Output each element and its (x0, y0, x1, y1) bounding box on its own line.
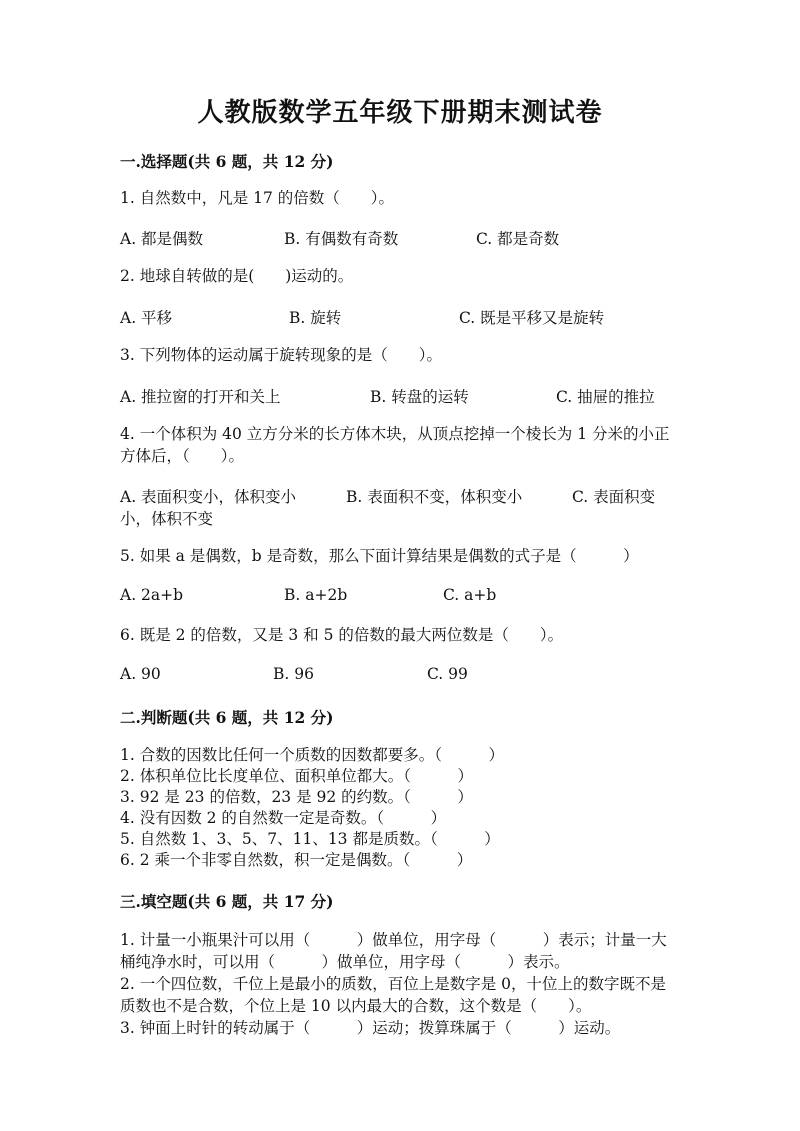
section-heading-judgement: 二.判断题(共 6 题，共 12 分) (120, 708, 334, 727)
option-a: A. 都是偶数 (120, 230, 204, 248)
option-a: A. 2a+b (120, 586, 184, 604)
option-b: B. 有偶数有奇数 (284, 230, 399, 248)
page-title: 人教版数学五年级下册期末测试卷 (197, 98, 603, 128)
list-item: 2. 体积单位比长度单位、面积单位都大。（ ） (120, 767, 473, 785)
question-text: 3. 下列物体的运动属于旋转现象的是（ ）。 (120, 346, 442, 364)
section-heading-fill: 三.填空题(共 6 题，共 17 分) (120, 892, 334, 911)
option-b: B. 旋转 (289, 309, 342, 327)
option-c: C. 抽屉的推拉 (556, 388, 655, 406)
option-b: B. 表面积不变，体积变小 (346, 488, 523, 506)
option-c-continued: 小，体积不变 (120, 510, 214, 528)
list-item: 1. 计量一小瓶果汁可以用（ ）做单位，用字母（ ）表示；计量一大桶纯净水时，可以用（ ）做单位，用字母（ ）表示。 (120, 931, 667, 971)
section-heading-choice: 一.选择题(共 6 题，共 12 分) (120, 152, 334, 171)
list-item: 2. 一个四位数，千位上是最小的质数，百位上是数字是 0，十位上的数字既不是质数也不是合数，个位上是 10 以内最大的合数，这个数是（ ）。 (120, 975, 667, 1015)
option-b: B. 转盘的运转 (370, 388, 469, 406)
option-c: C. 既是平移又是旋转 (459, 309, 605, 327)
question-text: 1. 自然数中，凡是 17 的倍数（ ）。 (120, 189, 395, 207)
option-c: C. 表面积变 (572, 488, 656, 506)
option-a: A. 平移 (120, 309, 173, 327)
question-text: 6. 既是 2 的倍数，又是 3 和 5 的倍数的最大两位数是（ ）。 (120, 626, 564, 644)
option-a: A. 表面积变小，体积变小 (120, 488, 297, 506)
option-c: C. 99 (427, 665, 468, 683)
list-item: 5. 自然数 1、3、5、7、11、13 都是质数。（ ） (120, 830, 500, 848)
option-b: B. 96 (273, 665, 314, 683)
option-c: C. a+b (443, 586, 497, 604)
list-item: 1. 合数的因数比任何一个质数的因数都要多。（ ） (120, 746, 504, 764)
list-item: 3. 钟面上时针的转动属于（ ）运动；拨算珠属于（ ）运动。 (120, 1019, 621, 1037)
question-text: 4. 一个体积为 40 立方分米的长方体木块，从顶点挖掉一个棱长为 1 分米的小正方体后，（ ）。 (120, 425, 670, 465)
question-text: 2. 地球自转做的是( )运动的。 (120, 267, 354, 285)
option-b: B. a+2b (284, 586, 348, 604)
list-item: 6. 2 乘一个非零自然数，积一定是偶数。（ ） (120, 851, 473, 869)
list-item: 3. 92 是 23 的倍数，23 是 92 的约数。（ ） (120, 788, 473, 806)
option-c: C. 都是奇数 (476, 230, 560, 248)
question-text: 5. 如果 a 是偶数，b 是奇数，那么下面计算结果是偶数的式子是（ ） (120, 547, 639, 565)
option-a: A. 90 (120, 665, 161, 683)
option-a: A. 推拉窗的打开和关上 (120, 388, 281, 406)
list-item: 4. 没有因数 2 的自然数一定是奇数。（ ） (120, 809, 447, 827)
